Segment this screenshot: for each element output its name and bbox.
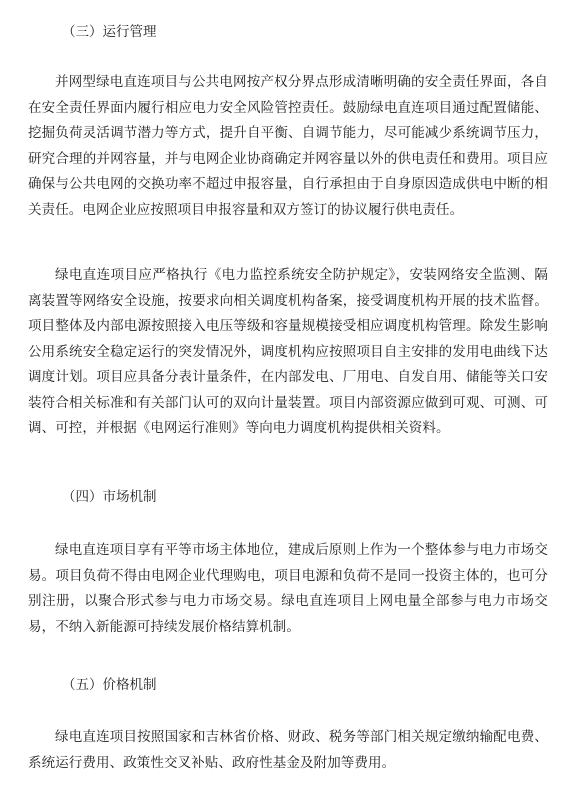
paragraph-grid-safety-responsibility: 并网型绿电直连项目与公共电网按产权分界点形成清晰明确的安全责任界面，各自在安全责任界面内履行相应电力安全风险管控责任。鼓励绿电直连项目通过配置储能、挖掘负荷灵活调节潜力等方式，提升自平衡、自调节能力，尽可能减少系统调节压力，研究合理的并网容量，并与电网企业协商确定并网容量以外的供电责任和费用。项目应确保与公共电网的交换功率不超过申报容量，自行承担由于自身原因造成供电中断的相关责任。电网企业应按照项目申报容量和双方签订的协议履行供电责任。 <box>28 74 548 218</box>
paragraph-dispatch-and-metering: 绿电直连项目应严格执行《电力监控系统安全防护规定》，安装网络安全监测、隔离装置等网络安全设施，按要求向相关调度机构备案，接受调度机构开展的技术监督。项目整体及内部电源按照接入电压等级和容量规模接受相应调度机构管理。除发生影响公用系统安全稳定运行的突发情况外，调度机构应按照项目自主安排的发用电曲线下达调度计划。项目应具备分表计量条件，在内部发电、厂用电、自发自用、储能等关口安装符合相关标准和有关部门认可的双向计量装置。项目内部资源应做到可观、可测、可调、可控，并根据《电网运行准则》等向电力调度机构提供相关资料。 <box>28 267 548 436</box>
section-heading-market-mechanism: （四）市场机制 <box>62 489 157 505</box>
paragraph-market-participation: 绿电直连项目享有平等市场主体地位，建成后原则上作为一个整体参与电力市场交易。项目负荷不得由电网企业代理购电，项目电源和负荷不是同一投资主体的，也可分别注册，以聚合形式参与电力市场交易。绿电直连项目上网电量全部参与电力市场交易，不纳入新能源可持续发展价格结算机制。 <box>28 542 548 635</box>
section-heading-price-mechanism: （五）价格机制 <box>62 677 157 693</box>
paragraph-fees-and-charges: 绿电直连项目按照国家和吉林省价格、财政、税务等部门相关规定缴纳输配电费、系统运行费用、政策性交叉补贴、政府性基金及附加等费用。 <box>28 729 548 771</box>
section-heading-operation-management: （三）运行管理 <box>62 24 157 40</box>
